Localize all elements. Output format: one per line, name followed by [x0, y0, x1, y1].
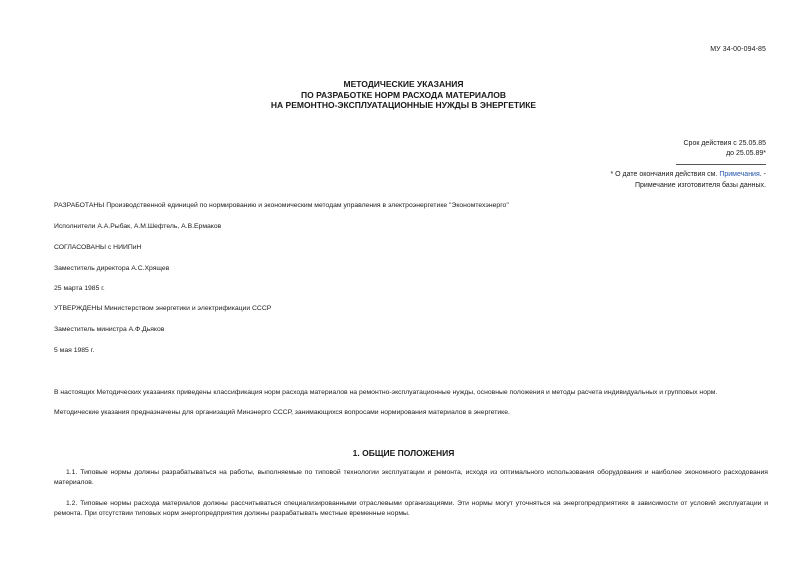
validity-period [684, 139, 767, 159]
deputy-minister: Заместитель министра А.Ф.Дьяков [54, 326, 165, 333]
title-line-2: ПО РАЗРАБОТКЕ НОРМ РАСХОДА МАТЕРИАЛОВ [301, 89, 506, 100]
validity-from: Срок действия с 25.05.85 [683, 140, 766, 147]
approved-by: УТВЕРЖДЕНЫ Министерством энергетики и электрификации СССР [54, 305, 272, 312]
note-prefix: * О дате окончания действия см. [610, 171, 720, 178]
title-line-3: НА РЕМОНТНО-ЭКСПЛУАТАЦИОННЫЕ НУЖДЫ В ЭНЕРГЕТИКЕ [270, 100, 537, 110]
section-title: 1. ОБЩИЕ ПОЛОЖЕНИЯ [352, 448, 455, 458]
intro-paragraph-2: Методические указания предназначены для организаций Минэнерго СССР, занимающихся вопросами нормирования материалов в энергетике. [54, 409, 510, 416]
validity-to: до 25.05.89* [726, 150, 766, 157]
note-suffix: . - [759, 171, 766, 178]
agreed-with: СОГЛАСОВАНЫ с НИИПиН [54, 244, 142, 251]
document-code: МУ 34-00-094-85 [710, 46, 766, 53]
footnote-divider [676, 164, 766, 165]
note-line-1 [610, 169, 766, 180]
title-line-1: МЕТОДИЧЕСКИЕ УКАЗАНИЯ [343, 79, 464, 89]
agreed-date: 25 марта 1985 г. [54, 285, 105, 292]
notes-link[interactable]: Примечания [719, 171, 760, 178]
paragraph-1-2: 1.2. Типовые нормы расхода материалов должны рассчитываться специализированными отраслевыми организациями. Эти нормы могут уточняться на энергопредприятиях в зависимости от условий эксплуатации и ремонта. При отсутствии типовых норм энергопредприятия должны разрабатывать местные временные нормы. [54, 500, 768, 517]
deputy-director: Заместитель директора А.С.Хрящев [54, 265, 170, 272]
developed-by: РАЗРАБОТАНЫ Производственной единицей по нормированию и экономическим методам управления в электроэнергетике "Экономтехэнерго" [54, 202, 509, 209]
paragraph-1-1: 1.1. Типовые нормы должны разрабатываться на работы, выполняемые по типовой технологии эксплуатации и ремонта, исходя из оптимального использования оборудования и наиболее экономного расходования материалов. [54, 469, 768, 486]
database-note [610, 169, 766, 191]
executors: Исполнители А.А.Рыбак, А.М.Шефтель, А.В.Ермаков [54, 223, 222, 230]
note-line-2: Примечание изготовителя базы данных. [634, 182, 766, 189]
approved-date: 5 мая 1985 г. [54, 347, 95, 354]
document-title [0, 79, 807, 111]
intro-paragraph-1: В настоящих Методических указаниях приведены классификация норм расхода материалов на ремонтно-эксплуатационные нужды, основные положения и методы расчета индивидуальных и групповых норм. [54, 389, 718, 396]
